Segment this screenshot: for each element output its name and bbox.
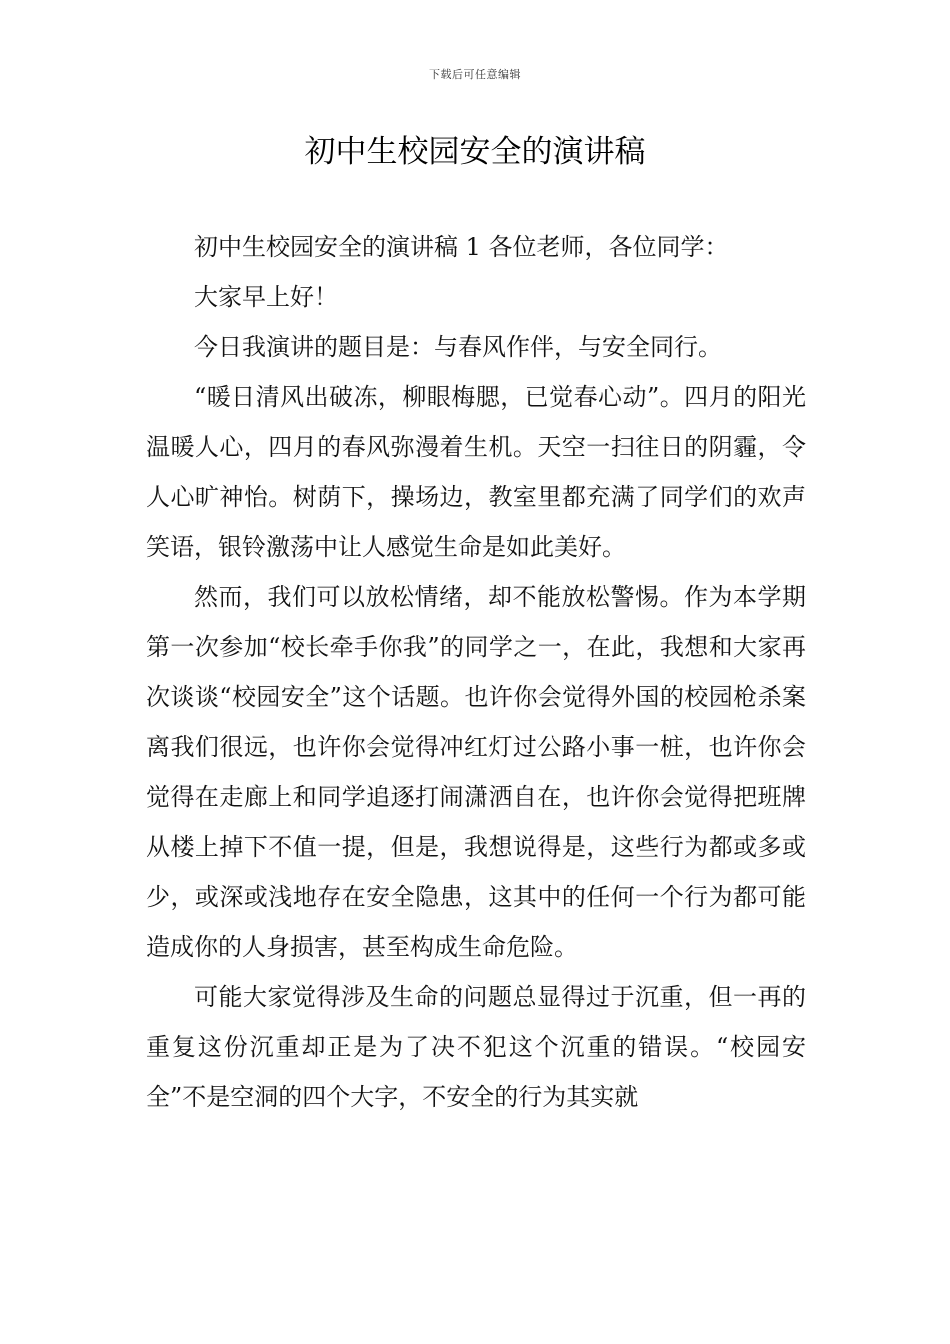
document-title: 初中生校园安全的演讲稿	[304, 134, 646, 170]
document-body	[146, 222, 806, 1122]
paragraph-greeting: 初中生校园安全的演讲稿 1 各位老师，各位同学：	[194, 233, 729, 261]
paragraph-vigilance: 然而，我们可以放松情绪，却不能放松警惕。作为本学期第一次参加“校长牵手你我”的同学之一，在此，我想和大家再次谈谈“校园安全”这个话题。也许你会觉得外国的校园枪杀案离我们很远，也许你会觉得冲红灯过公路小事一桩，也许你会觉得在走廊上和同学追逐打闹潇洒自在，也许你会觉得把班牌从楼上掉下不值一提，但是，我想说得是，这些行为都或多或少，或深或浅地存在安全隐患，这其中的任何一个行为都可能造成你的人身损害，甚至构成生命危险。	[146, 583, 806, 961]
paragraph-heavy-topic: 可能大家觉得涉及生命的问题总显得过于沉重，但一再的重复这份沉重却正是为了决不犯这个沉重的错误。“校园安全”不是空洞的四个大字，不安全的行为其实就	[146, 983, 806, 1111]
paragraph-topic: 今日我演讲的题目是：与春风作伴，与安全同行。	[194, 333, 722, 361]
paragraph-good-morning: 大家早上好！	[194, 283, 338, 311]
header-note: 下载后可任意编辑	[429, 68, 521, 81]
paragraph-spring: “暖日清风出破冻，柳眼梅腮，已觉春心动”。四月的阳光温暖人心，四月的春风弥漫着生机。天空一扫往日的阴霾，令人心旷神怡。树荫下，操场边，教室里都充满了同学们的欢声笑语，银铃激荡中让人感觉生命是如此美好。	[146, 383, 806, 561]
